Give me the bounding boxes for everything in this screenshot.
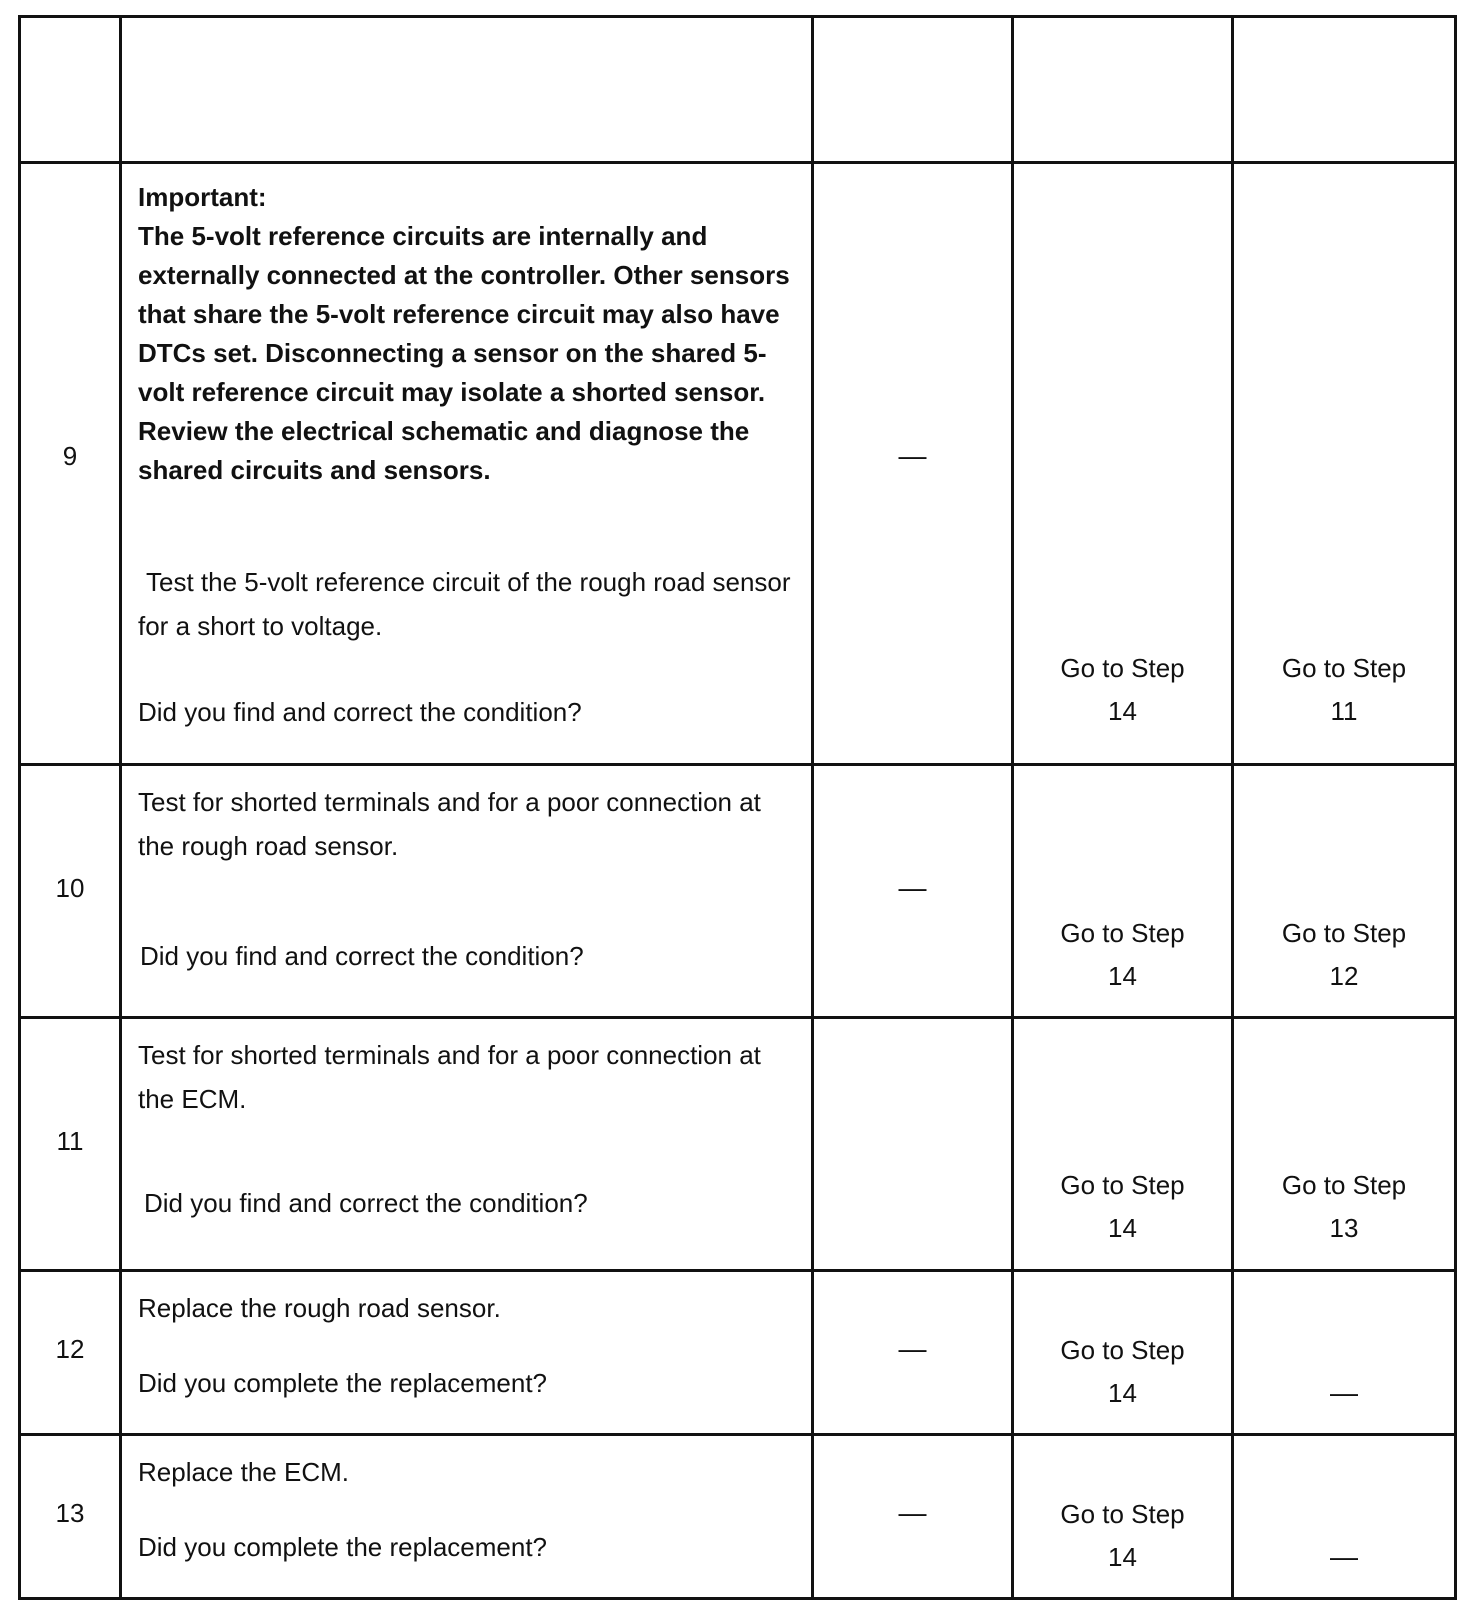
values-cell — [813, 1435, 1013, 1599]
step-number: 13 — [55, 1498, 85, 1528]
step-number: 11 — [56, 1126, 84, 1156]
no-cell — [1233, 163, 1456, 765]
step-cell — [20, 1018, 121, 1271]
yes-goto-label: Go to Step — [1060, 1335, 1185, 1365]
action-question: Did you find and correct the condition? — [138, 697, 582, 727]
step-number: 9 — [62, 441, 78, 471]
header-step — [20, 17, 121, 163]
table-row — [20, 1271, 1456, 1435]
yes-goto-step: 14 — [1108, 696, 1137, 726]
action-question: Did you complete the replacement? — [138, 1368, 548, 1398]
no-dash: — — [1330, 1377, 1358, 1408]
yes-goto — [1014, 1493, 1231, 1579]
no-goto-step: 13 — [1329, 1213, 1359, 1243]
important-note — [138, 178, 791, 490]
values-dash: — — [898, 1333, 927, 1364]
step-cell — [20, 765, 121, 1018]
header-row — [20, 17, 1456, 163]
values-cell — [813, 765, 1013, 1018]
yes-cell — [1013, 1271, 1233, 1435]
yes-goto-label: Go to Step — [1060, 1170, 1185, 1200]
step-cell — [20, 163, 121, 765]
action-text: Test for shorted terminals and for a poor connection at the ECM. — [138, 1040, 761, 1114]
yes-goto-label: Go to Step — [1060, 653, 1185, 683]
no-cell — [1233, 765, 1456, 1018]
no-goto — [1234, 912, 1454, 998]
no-cell — [1233, 1435, 1456, 1599]
no-goto — [1234, 647, 1454, 733]
yes-goto — [1014, 1164, 1231, 1250]
header-yes — [1013, 17, 1233, 163]
no-goto-label: Go to Step — [1281, 653, 1407, 683]
values-dash: — — [898, 872, 927, 903]
no-goto-step: 11 — [1330, 696, 1358, 726]
values-cell — [813, 1018, 1013, 1271]
values-cell — [813, 163, 1013, 765]
action-text: Test for shorted terminals and for a poor connection at the rough road sensor. — [138, 787, 761, 861]
action-question: Did you find and correct the condition? — [144, 1188, 588, 1218]
action-text: Replace the ECM. — [138, 1457, 349, 1487]
yes-goto-step: 14 — [1108, 961, 1137, 991]
step-number: 12 — [55, 1334, 85, 1364]
diagnostic-table — [18, 15, 1457, 1600]
values-dash: — — [898, 1497, 927, 1528]
table-row — [20, 163, 1456, 765]
important-text: The 5-volt reference circuits are internally and externally connected at the controller. Other sensors that share the 5-volt reference circuit may also have DTCs set. Disconnecting a sensor on the shared 5-volt reference circuit may isolate a shorted sensor. Review the electrical schematic and diagnose the shared circuits and sensors. — [138, 221, 790, 485]
yes-goto — [1014, 912, 1231, 998]
action-cell — [121, 765, 813, 1018]
table-row — [20, 1018, 1456, 1271]
yes-goto-step: 14 — [1108, 1213, 1137, 1243]
header-action — [121, 17, 813, 163]
step-number: 10 — [55, 873, 85, 903]
action-cell — [121, 1018, 813, 1271]
action-cell — [121, 1435, 813, 1599]
yes-cell — [1013, 1018, 1233, 1271]
no-goto-label: Go to Step — [1281, 918, 1407, 948]
values-dash: — — [898, 440, 927, 471]
no-cell — [1233, 1018, 1456, 1271]
no-goto — [1234, 1164, 1454, 1250]
action-cell — [121, 1271, 813, 1435]
important-title: Important: — [138, 182, 267, 212]
no-goto-step: 12 — [1329, 961, 1359, 991]
no-goto-label: Go to Step — [1281, 1170, 1407, 1200]
no-dash: — — [1330, 1541, 1358, 1572]
action-cell — [121, 163, 813, 765]
yes-cell — [1013, 1435, 1233, 1599]
header-values — [813, 17, 1013, 163]
yes-goto-label: Go to Step — [1060, 1499, 1185, 1529]
table-row — [20, 1435, 1456, 1599]
action-question: Did you find and correct the condition? — [140, 941, 584, 971]
yes-goto — [1014, 1329, 1231, 1415]
yes-goto-step: 14 — [1108, 1542, 1137, 1572]
yes-cell — [1013, 765, 1233, 1018]
values-cell — [813, 1271, 1013, 1435]
action-question: Did you complete the replacement? — [138, 1532, 548, 1562]
yes-goto-label: Go to Step — [1060, 918, 1185, 948]
table-row — [20, 765, 1456, 1018]
header-no — [1233, 17, 1456, 163]
no-cell — [1233, 1271, 1456, 1435]
action-text: Test the 5-volt reference circuit of the rough road sensor for a short to voltage. — [138, 567, 791, 641]
yes-goto-step: 14 — [1108, 1378, 1137, 1408]
yes-goto — [1014, 647, 1231, 733]
step-cell — [20, 1435, 121, 1599]
action-text: Replace the rough road sensor. — [138, 1293, 501, 1323]
yes-cell — [1013, 163, 1233, 765]
step-cell — [20, 1271, 121, 1435]
